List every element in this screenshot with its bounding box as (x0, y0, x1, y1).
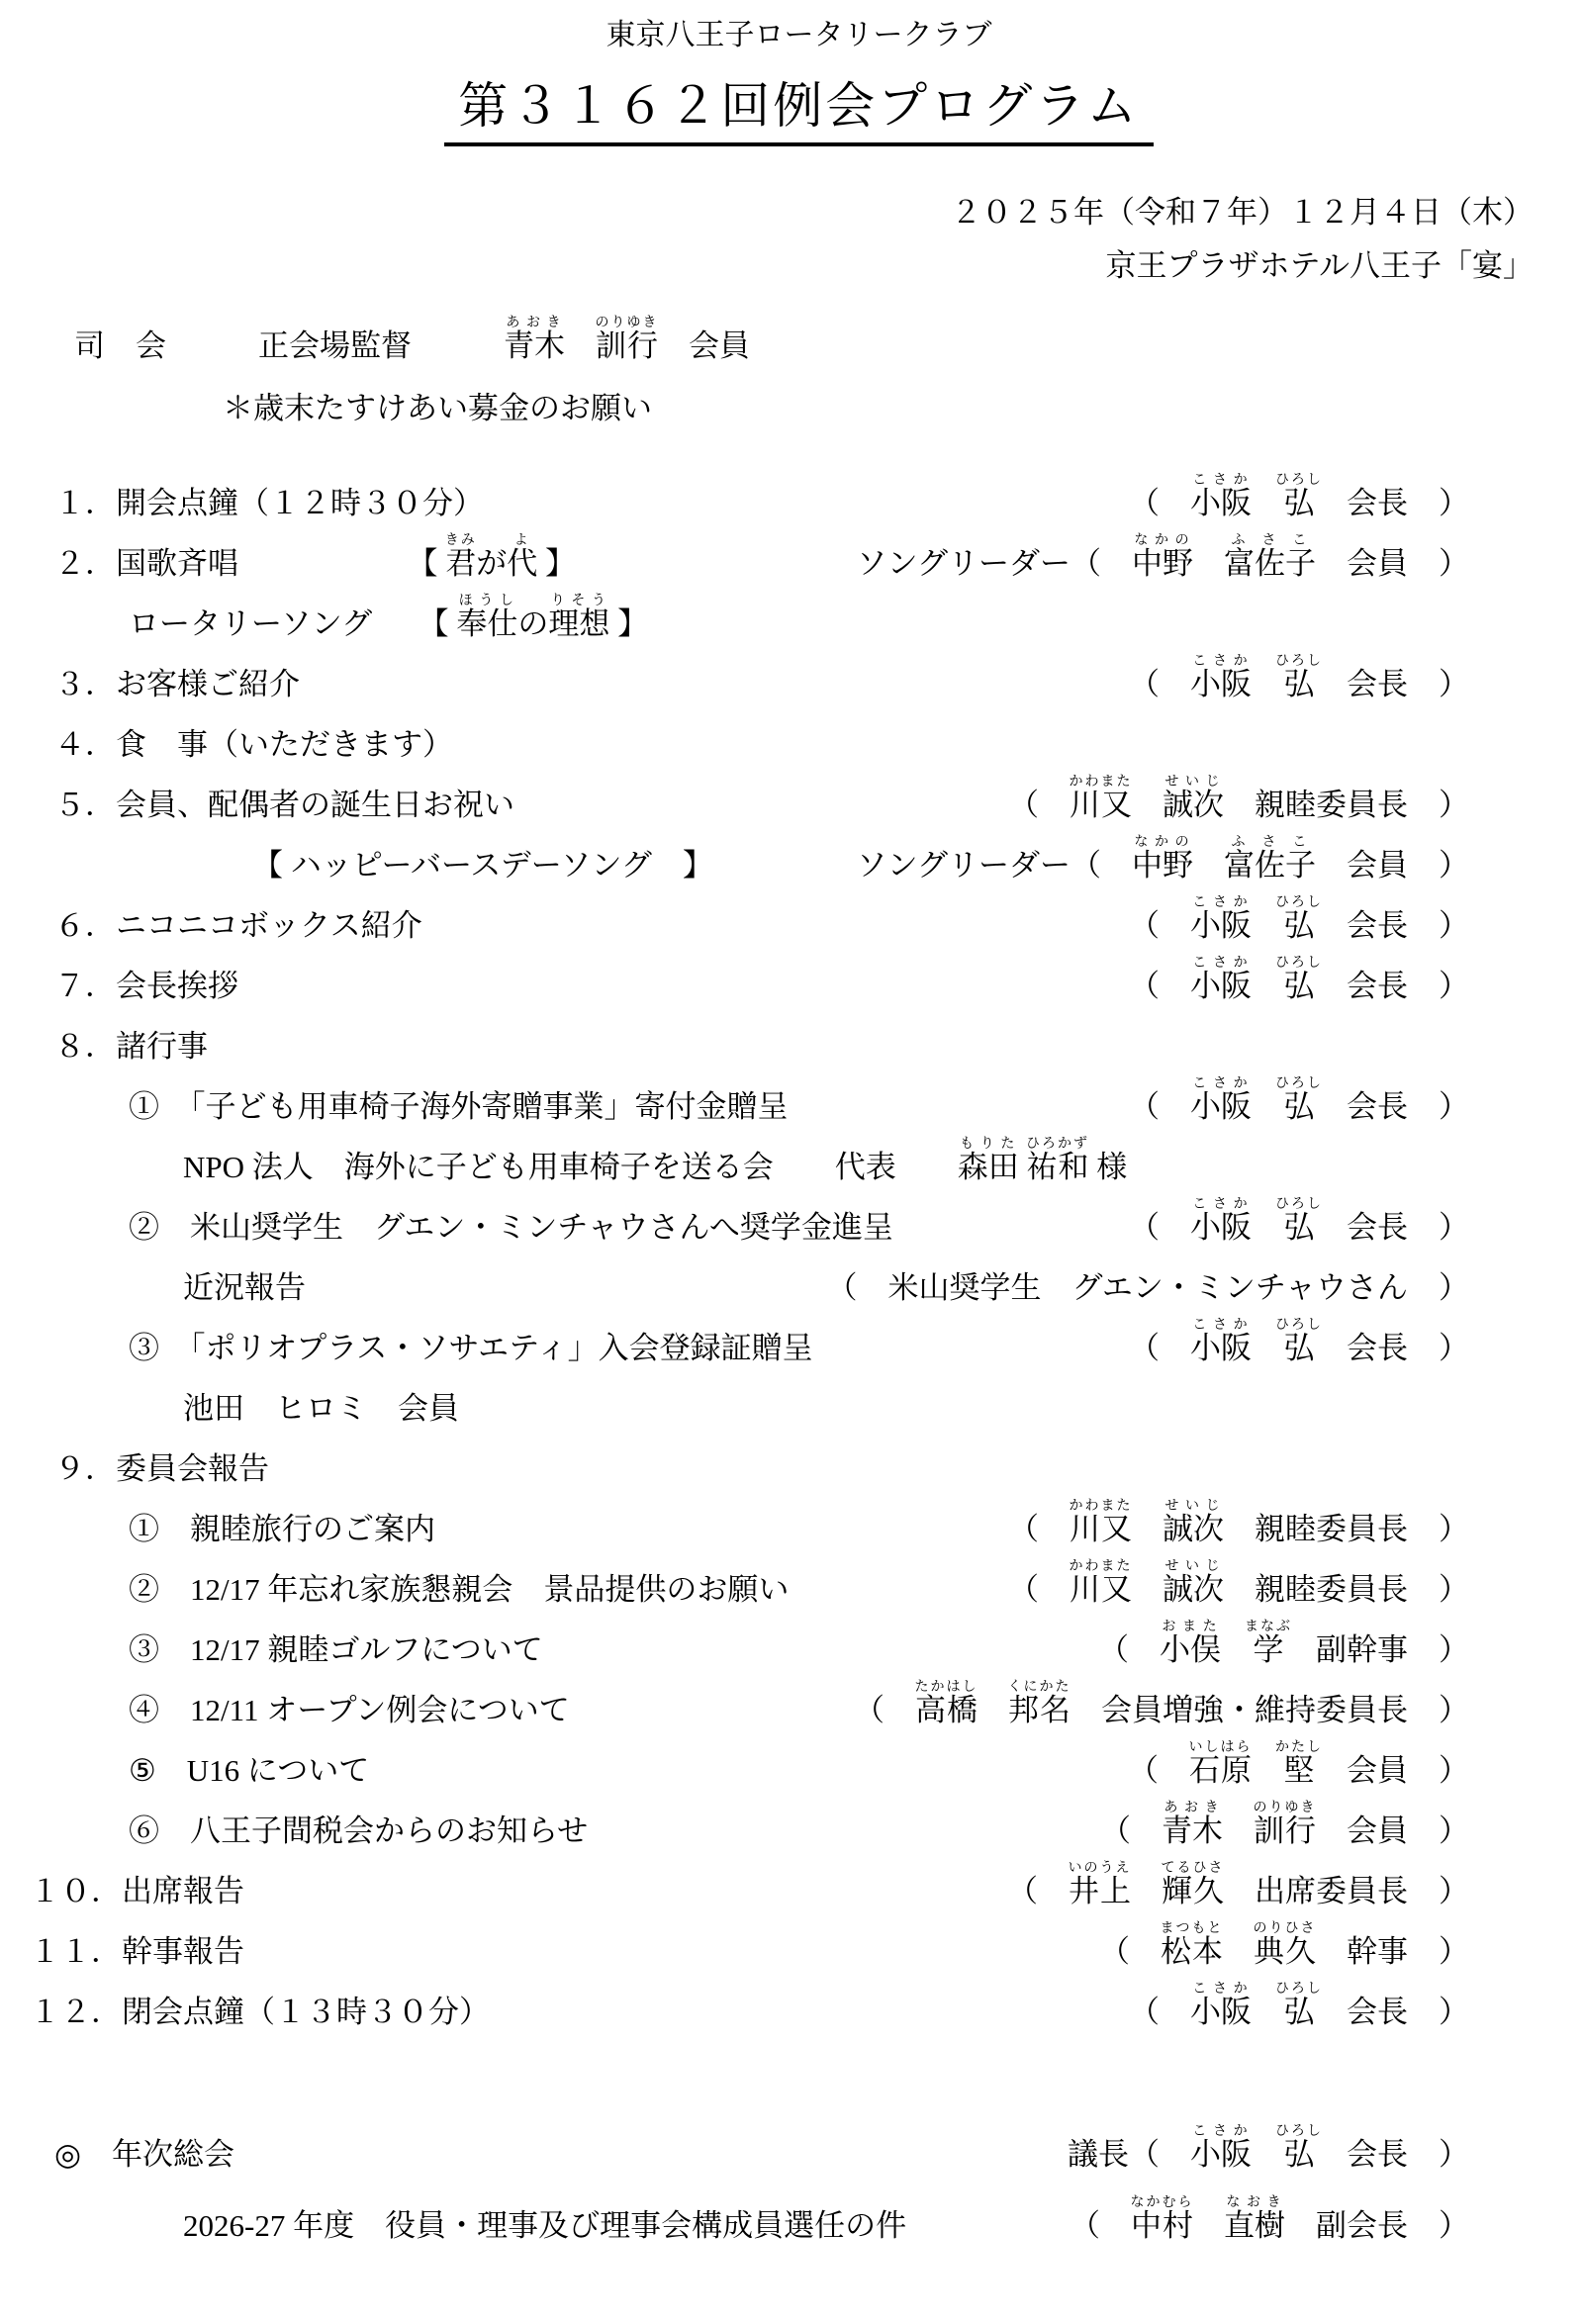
line-attribution: （ 米山奨学生 グエン・ミンチャウさん ） (826, 1270, 1469, 1305)
annex-annual-meeting (54, 2119, 1469, 2190)
line-attribution: （ 川又かわまた 誠次せいじ 親睦委員長 ） (1008, 1559, 1469, 1607)
ruby-name: 誠次せいじ (1163, 775, 1224, 822)
ruby-name: 奉仕ほうし (456, 594, 518, 641)
item-11-secretary-report (30, 1921, 1469, 1982)
ruby-name: 中村なかむら (1130, 2195, 1194, 2243)
line-text: ② 米山奨学生 グエン・ミンチャウさんへ奨学金進呈 (129, 1210, 893, 1245)
line-attribution: （ 小阪こさか 弘ひろし 会長 ） (1129, 1197, 1469, 1245)
line-attribution: ソングリーダー（ 中野なかの 富佐子ふさこ 会員 ） (856, 835, 1469, 883)
line-text: 近況報告 (183, 1270, 306, 1305)
ruby-name: 小阪こさか (1190, 2124, 1252, 2172)
line-attribution: （ 小俣おまた 学まなぶ 副幹事 ） (1098, 1620, 1469, 1667)
ruby-name: 小俣おまた (1160, 1620, 1221, 1667)
line-text: NPO 法人 海外に子ども用車椅子を送る会 代表 森田もりた 祐和ひろかず 様 (183, 1137, 1128, 1184)
line-text: ⑤ U16 について (129, 1753, 370, 1788)
item-9-5-u16 (129, 1740, 1469, 1801)
item-8-2-yoneyama-scholarship (129, 1197, 1469, 1257)
ruby-name: 川又かわまた (1069, 1499, 1133, 1546)
ruby-name: 輝久てるひさ (1161, 1861, 1225, 1908)
line-attribution: （ 川又かわまた 誠次せいじ 親睦委員長 ） (1008, 775, 1469, 822)
line-text: ６．ニコニコボックス紹介 (54, 908, 422, 943)
line-text: ４．食 事（いただきます） (54, 727, 453, 762)
ruby-name: 中野なかの (1132, 835, 1193, 883)
line-attribution: （ 小阪こさか 弘ひろし 会長 ） (1129, 956, 1469, 1003)
item-9-committee-reports (54, 1439, 1469, 1499)
line-text: ９．委員会報告 (54, 1451, 269, 1486)
line-donation-notice (223, 380, 1469, 437)
item-3-guest-introduction (54, 654, 1469, 714)
ruby-name: 井上いのうえ (1068, 1861, 1132, 1908)
line-text: ５．会員、配偶者の誕生日お祝い (54, 788, 514, 822)
ruby-name: 川又かわまた (1069, 775, 1133, 822)
ruby-name: 弘ひろし (1275, 654, 1323, 701)
line-text: 池田 ヒロミ 会員 (183, 1391, 459, 1426)
line-text: 司 会 正会場監督 青木あおき 訓行のりゆき 会員 (74, 316, 750, 363)
ruby-name: 典久のりひさ (1253, 1921, 1317, 1969)
meeting-venue: 京王プラザホテル八王子「宴」 (1105, 248, 1534, 283)
program-lines (30, 313, 1543, 2042)
line-attribution: （ 松本まつもと 典久のりひさ 幹事 ） (1099, 1921, 1469, 1969)
line-rotary-song (129, 594, 1469, 654)
line-text: ２．国歌斉唱 【 君きみが代よ 】 (54, 533, 576, 581)
line-text: 【 ハッピーバースデーソング 】 (252, 848, 713, 883)
ruby-name: 中野なかの (1132, 533, 1193, 581)
ruby-name: 松本まつもと (1160, 1921, 1224, 1969)
date-block (54, 186, 1543, 293)
item-2-national-anthem (54, 533, 1469, 594)
line-text: ① 親睦旅行のご案内 (129, 1512, 435, 1546)
line-text: ④ 12/11 オープン例会について (129, 1693, 570, 1727)
ruby-name: 青木あおき (504, 316, 565, 363)
club-name: 東京八王子ロータリークラブ (605, 19, 992, 51)
item-4-meal (54, 714, 1469, 775)
ruby-name: 弘ひろし (1275, 2124, 1323, 2172)
ruby-name: 君きみ (444, 533, 477, 581)
line-attribution: （ 小阪こさか 弘ひろし 会長 ） (1129, 895, 1469, 943)
ruby-name: 祐和ひろかず (1026, 1137, 1090, 1184)
line-text: ロータリーソング 【 奉仕ほうしの理想りそう 】 (129, 594, 649, 641)
line-text: １１．幹事報告 (30, 1934, 244, 1969)
ruby-name: 小阪こさか (1190, 1982, 1252, 2029)
ruby-name: 代よ (507, 533, 538, 581)
line-text: ⑥ 八王子間税会からのお知らせ (129, 1813, 589, 1848)
ruby-name: 邦名くにかた (1007, 1680, 1071, 1727)
line-attribution: （ 小阪こさか 弘ひろし 会長 ） (1129, 1076, 1469, 1124)
meeting-date: ２０２５年（令和７年）１２月４日（木） (951, 195, 1534, 230)
line-text: ② 12/17 年忘れ家族懇親会 景品提供のお願い (129, 1572, 790, 1607)
item-12-closing-bell (30, 1982, 1469, 2042)
line-attribution: （ 高橋たかはし 邦名くにかた 会員増強・維持委員長 ） (854, 1680, 1469, 1727)
item-7-president-address (54, 956, 1469, 1016)
ruby-name: 訓行のりゆき (1253, 1801, 1317, 1848)
ruby-name: 小阪こさか (1190, 473, 1252, 520)
ruby-name: 小阪こさか (1190, 895, 1252, 943)
line-text: ８．諸行事 (54, 1029, 208, 1064)
ruby-name: 青木あおき (1162, 1801, 1223, 1848)
line-attribution: ソングリーダー（ 中野なかの 富佐子ふさこ 会員 ） (856, 533, 1469, 581)
ruby-name: 小阪こさか (1190, 1318, 1252, 1365)
line-text: ① 「子ども用車椅子海外寄贈事業」寄付金贈呈 (129, 1089, 789, 1124)
line-text: １２．閉会点鐘（１３時３０分） (30, 1995, 490, 2029)
item-9-3-fellowship-golf (129, 1620, 1469, 1680)
item-5-birthday-celebration (54, 775, 1469, 835)
title-wrap (54, 77, 1543, 146)
line-attribution: （ 小阪こさか 弘ひろし 会長 ） (1129, 654, 1469, 701)
item-8-1-wheelchair-donation (129, 1076, 1469, 1137)
ruby-name: 川又かわまた (1069, 1559, 1133, 1607)
line-text: ＊歳末たすけあい募金のお願い (223, 391, 652, 425)
line-attribution: （ 中村なかむら 直樹なおき 副会長 ） (1070, 2195, 1469, 2243)
ruby-name: 小阪こさか (1190, 654, 1252, 701)
item-9-2-yearend-family-party (129, 1559, 1469, 1620)
item-9-4-open-meeting (129, 1680, 1469, 1740)
ruby-name: 弘ひろし (1275, 1318, 1323, 1365)
item-6-niconico-box (54, 895, 1469, 956)
item-8-events (54, 1016, 1469, 1076)
ruby-name: 学まなぶ (1245, 1620, 1292, 1667)
ruby-name: 弘ひろし (1275, 1982, 1323, 2029)
line-text: １．開会点鐘（１２時３０分） (54, 486, 484, 520)
line-ikeda-member (183, 1378, 1469, 1439)
line-attribution: （ 小阪こさか 弘ひろし 会長 ） (1129, 1318, 1469, 1365)
line-text: ３．お客様ご紹介 (54, 667, 300, 701)
ruby-name: 弘ひろし (1275, 895, 1323, 943)
line-npo-representative (183, 1137, 1469, 1197)
ruby-name: 誠次せいじ (1163, 1559, 1224, 1607)
ruby-name: 直樹なおき (1224, 2195, 1285, 2243)
ruby-name: 富佐子ふさこ (1224, 533, 1316, 581)
item-1-opening-bell (54, 473, 1469, 533)
line-attribution: （ 川又かわまた 誠次せいじ 親睦委員長 ） (1008, 1499, 1469, 1546)
ruby-name: 理想りそう (548, 594, 610, 641)
item-9-6-kanzeikai-notice (129, 1801, 1469, 1861)
annex-agenda-officer-election (183, 2190, 1469, 2262)
ruby-name: 富佐子ふさこ (1224, 835, 1316, 883)
ruby-name: 高橋たかはし (914, 1680, 978, 1727)
ruby-name: 堅かたし (1275, 1740, 1323, 1788)
ruby-name: 弘ひろし (1275, 956, 1323, 1003)
line-status-report (183, 1257, 1469, 1318)
ruby-name: 小阪こさか (1190, 956, 1252, 1003)
line-moderator (74, 313, 1469, 380)
line-attribution: （ 小阪こさか 弘ひろし 会長 ） (1129, 473, 1469, 520)
item-10-attendance-report (30, 1861, 1469, 1921)
line-attribution: （ 石原いしはら 堅かたし 会員 ） (1128, 1740, 1469, 1788)
ruby-name: 弘ひろし (1275, 1197, 1323, 1245)
line-happy-birthday-song (252, 835, 1469, 895)
line-text: ◎ 年次総会 (54, 2137, 235, 2172)
ruby-name: 小阪こさか (1190, 1076, 1252, 1124)
line-text: ③ 「ポリオプラス・ソサエティ」入会登録証贈呈 (129, 1331, 813, 1365)
ruby-name: 誠次せいじ (1163, 1499, 1224, 1546)
line-attribution: （ 井上いのうえ 輝久てるひさ 出席委員長 ） (1007, 1861, 1469, 1908)
item-8-3-polioplus-society (129, 1318, 1469, 1378)
ruby-name: 訓行のりゆき (595, 316, 659, 363)
item-9-1-fellowship-trip (129, 1499, 1469, 1559)
ruby-name: 石原いしはら (1188, 1740, 1253, 1788)
ruby-name: 森田もりた (957, 1137, 1019, 1184)
line-text: １０．出席報告 (30, 1874, 244, 1908)
document-title: 第３１６２回例会プログラム (444, 77, 1154, 146)
annex-lines (54, 2119, 1543, 2262)
line-attribution: （ 青木あおき 訓行のりゆき 会員 ） (1100, 1801, 1469, 1848)
line-text: ７．会長挨拶 (54, 969, 238, 1003)
line-attribution: 議長（ 小阪こさか 弘ひろし 会長 ） (1068, 2124, 1469, 2172)
line-attribution: （ 小阪こさか 弘ひろし 会長 ） (1129, 1982, 1469, 2029)
line-text: 2026-27 年度 役員・理事及び理事会構成員選任の件 (183, 2208, 907, 2243)
ruby-name: 弘ひろし (1275, 1076, 1323, 1124)
ruby-name: 小阪こさか (1190, 1197, 1252, 1245)
ruby-name: 弘ひろし (1275, 473, 1323, 520)
line-text: ③ 12/17 親睦ゴルフについて (129, 1632, 543, 1667)
